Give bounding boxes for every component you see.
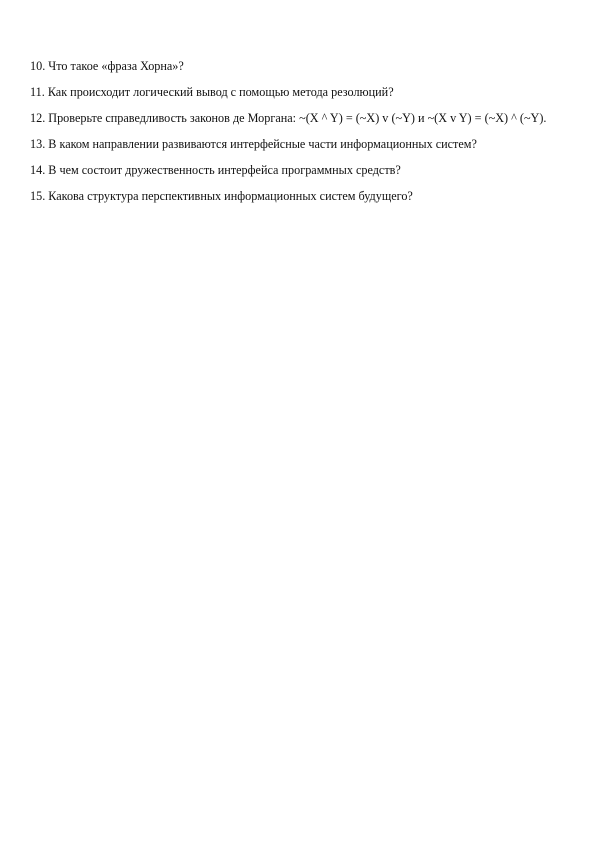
question-13: 13. В каком направлении развиваются интерфейсные части информационных систем?	[30, 137, 477, 151]
question-list	[30, 57, 570, 213]
question-10: 10. Что такое «фраза Хорна»?	[30, 59, 184, 73]
question-12: 12. Проверьте справедливость законов де Моргана: ~(X ^ Y) = (~X) v (~Y) и ~(X v Y) = (~X) ^ (~Y).	[30, 111, 547, 125]
question-14: 14. В чем состоит дружественность интерфейса программных средств?	[30, 163, 401, 177]
question-15: 15. Какова структура перспективных информационных систем будущего?	[30, 189, 413, 203]
question-11: 11. Как происходит логический вывод с помощью метода резолюций?	[30, 85, 394, 99]
